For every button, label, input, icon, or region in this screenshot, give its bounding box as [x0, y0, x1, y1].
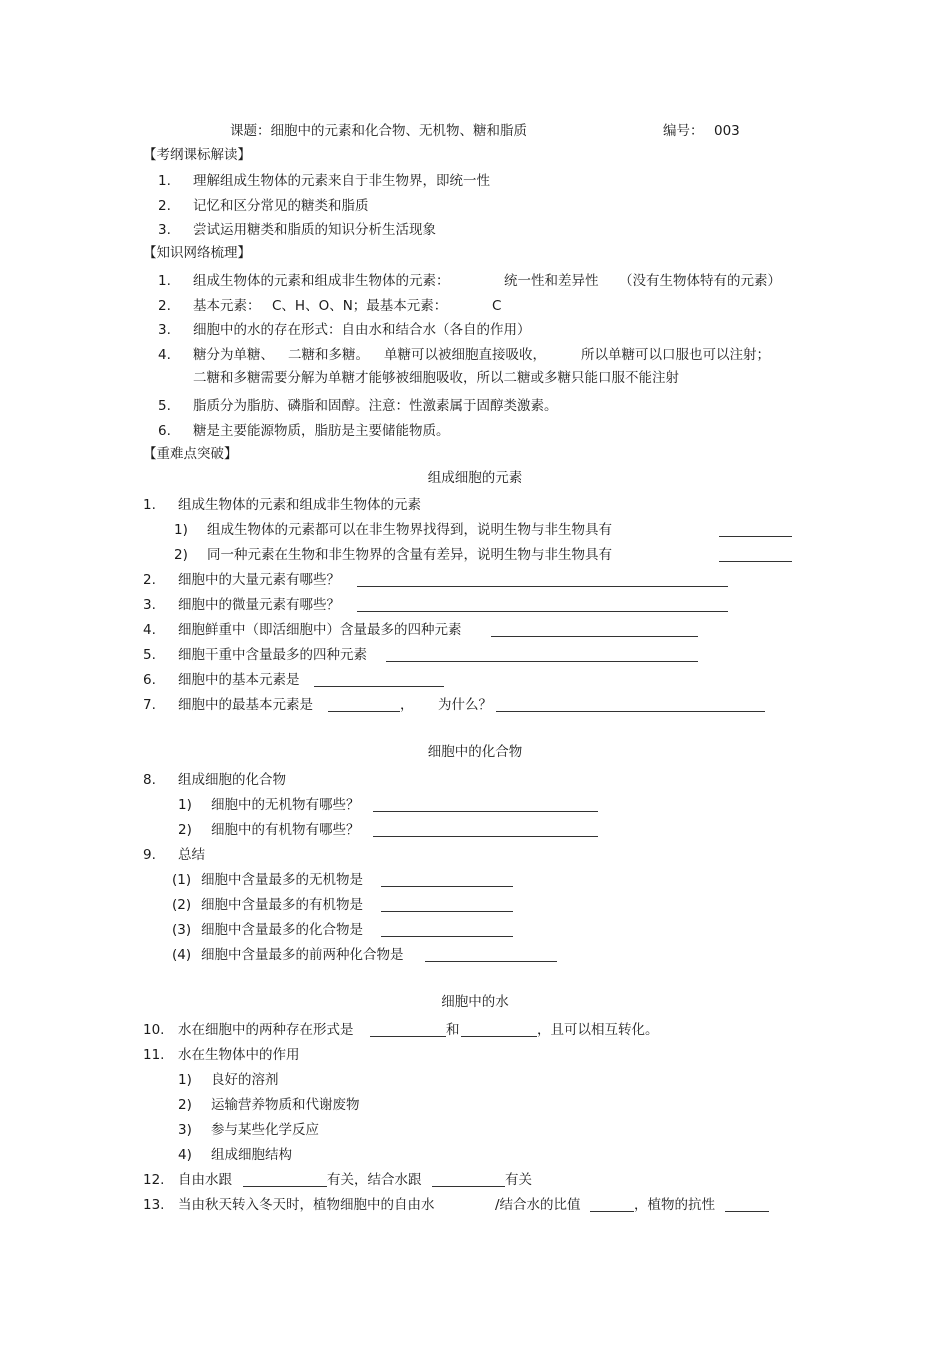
answer-blank[interactable] [357, 573, 728, 587]
question-text: 水在生物体中的作用 [178, 1047, 300, 1063]
question-text: 有关 [505, 1172, 532, 1188]
list-item: 糖分为单糖、 [193, 347, 274, 363]
answer-blank[interactable] [425, 948, 557, 962]
subquestion-number: 2) [178, 822, 192, 838]
section-title-syllabus: 【考纲课标解读】 [143, 147, 251, 163]
answer-blank[interactable] [314, 673, 444, 687]
question-text: 组成细胞的化合物 [178, 772, 286, 788]
answer-blank[interactable] [357, 598, 728, 612]
list-number: 2. [158, 298, 171, 314]
subquestion-number: (2) [172, 897, 192, 913]
answer-blank[interactable] [461, 1023, 537, 1037]
section-title-key-points: 【重难点突破】 [143, 446, 238, 462]
list-item: 组成生物体的元素和组成非生物体的元素： [193, 273, 450, 289]
subquestion-number: 1) [178, 797, 192, 813]
answer-blank[interactable] [373, 823, 598, 837]
answer-blank[interactable] [243, 1173, 327, 1187]
list-item: 记忆和区分常见的糖类和脂质 [193, 198, 369, 214]
question-number: 11. [143, 1047, 165, 1063]
answer-blank[interactable] [725, 1198, 769, 1212]
subheading-elements: 组成细胞的元素 [427, 470, 523, 486]
subquestion-text: 细胞中含量最多的无机物是 [201, 872, 363, 888]
answer-blank[interactable] [370, 1023, 446, 1037]
answer-blank[interactable] [496, 698, 765, 712]
question-text: 组成生物体的元素和组成非生物体的元素 [178, 497, 421, 513]
section-title-knowledge: 【知识网络梳理】 [143, 245, 251, 261]
subquestion-number: 2) [174, 547, 188, 563]
list-item: 脂质分为脂肪、磷脂和固醇。注意：性激素属于固醇类激素。 [193, 398, 558, 414]
answer-blank[interactable] [719, 523, 792, 537]
answer-blank[interactable] [719, 548, 792, 562]
question-text: 细胞中的大量元素有哪些？ [178, 572, 340, 588]
list-number: 5. [158, 398, 171, 414]
list-item: （没有生物体特有的元素） [619, 273, 781, 289]
question-text: ，植物的抗性 [634, 1197, 715, 1213]
subquestion-text: 细胞中含量最多的有机物是 [201, 897, 363, 913]
answer-blank[interactable] [590, 1198, 634, 1212]
list-item: 所以单糖可以口服也可以注射； [581, 347, 770, 363]
list-item: C [492, 298, 502, 314]
question-text: 自由水跟 [178, 1172, 232, 1188]
list-number: 6. [158, 423, 171, 439]
subquestion-number: 3) [178, 1122, 192, 1138]
question-number: 2. [143, 572, 156, 588]
subquestion-text: 良好的溶剂 [211, 1072, 279, 1088]
question-text: 有关，结合水跟 [327, 1172, 422, 1188]
question-text: 为什么？ [438, 697, 492, 713]
question-text: 细胞中的微量元素有哪些？ [178, 597, 340, 613]
answer-blank[interactable] [381, 898, 513, 912]
question-number: 5. [143, 647, 156, 663]
subquestion-number: (1) [172, 872, 192, 888]
answer-blank[interactable] [432, 1173, 505, 1187]
question-text: /结合水的比值 [495, 1197, 581, 1213]
answer-blank[interactable] [328, 698, 400, 712]
list-number: 2. [158, 198, 171, 214]
question-number: 9. [143, 847, 156, 863]
question-text: 水在细胞中的两种存在形式是 [178, 1022, 354, 1038]
subquestion-text: 运输营养物质和代谢废物 [211, 1097, 360, 1113]
question-text: ，且可以相互转化。 [537, 1022, 659, 1038]
list-number: 4. [158, 347, 171, 363]
subquestion-number: 4) [178, 1147, 192, 1163]
list-item: 理解组成生物体的元素来自于非生物界，即统一性 [193, 173, 490, 189]
subquestion-text: 细胞中的有机物有哪些？ [211, 822, 360, 838]
lesson-topic: 课题：细胞中的元素和化合物、无机物、糖和脂质 [230, 123, 527, 139]
subquestion-number: (3) [172, 922, 192, 938]
subheading-compounds: 细胞中的化合物 [427, 744, 523, 760]
question-number: 7. [143, 697, 156, 713]
list-number: 3. [158, 322, 171, 338]
question-text: 总结 [178, 847, 205, 863]
question-text: 细胞干重中含量最多的四种元素 [178, 647, 367, 663]
subquestion-number: 1) [174, 522, 188, 538]
subquestion-text: 同一种元素在生物和非生物界的含量有差异，说明生物与非生物具有 [207, 547, 612, 563]
subquestion-text: 组成细胞结构 [211, 1147, 292, 1163]
list-item: 二糖和多糖。 [288, 347, 369, 363]
list-item: 基本元素： [193, 298, 261, 314]
answer-blank[interactable] [381, 873, 513, 887]
question-number: 8. [143, 772, 156, 788]
subquestion-text: 参与某些化学反应 [211, 1122, 319, 1138]
question-text: 细胞鲜重中（即活细胞中）含量最多的四种元素 [178, 622, 462, 638]
subquestion-text: 组成生物体的元素都可以在非生物界找得到，说明生物与非生物具有 [207, 522, 612, 538]
question-number: 10. [143, 1022, 165, 1038]
question-number: 3. [143, 597, 156, 613]
question-text: ， [400, 697, 414, 713]
question-number: 12. [143, 1172, 165, 1188]
list-number: 1. [158, 173, 171, 189]
question-number: 6. [143, 672, 156, 688]
question-number: 13. [143, 1197, 165, 1213]
list-item: 单糖可以被细胞直接吸收， [384, 347, 546, 363]
number-label: 编号： [663, 123, 704, 139]
list-number: 3. [158, 222, 171, 238]
list-item: 糖是主要能源物质，脂肪是主要储能物质。 [193, 423, 450, 439]
subquestion-text: 细胞中含量最多的前两种化合物是 [201, 947, 404, 963]
question-text: 细胞中的最基本元素是 [178, 697, 313, 713]
question-text: 细胞中的基本元素是 [178, 672, 300, 688]
subquestion-number: 1) [178, 1072, 192, 1088]
question-text: 当由秋天转入冬天时，植物细胞中的自由水 [178, 1197, 435, 1213]
question-number: 1. [143, 497, 156, 513]
answer-blank[interactable] [491, 623, 698, 637]
list-item: 二糖和多糖需要分解为单糖才能够被细胞吸收，所以二糖或多糖只能口服不能注射 [193, 370, 679, 386]
subquestion-text: 细胞中的无机物有哪些？ [211, 797, 360, 813]
answer-blank[interactable] [381, 923, 513, 937]
list-item: 细胞中的水的存在形式：自由水和结合水（各自的作用） [193, 322, 531, 338]
question-text: 和 [446, 1022, 460, 1038]
answer-blank[interactable] [386, 648, 698, 662]
question-number: 4. [143, 622, 156, 638]
number-value: 003 [714, 123, 740, 139]
subquestion-text: 细胞中含量最多的化合物是 [201, 922, 363, 938]
subquestion-number: 2) [178, 1097, 192, 1113]
list-item: 尝试运用糖类和脂质的知识分析生活现象 [193, 222, 436, 238]
list-item: C、H、O、N；最基本元素： [272, 298, 448, 314]
list-item: 统一性和差异性 [504, 273, 599, 289]
list-number: 1. [158, 273, 171, 289]
answer-blank[interactable] [373, 798, 598, 812]
subheading-water: 细胞中的水 [441, 994, 509, 1010]
subquestion-number: (4) [172, 947, 192, 963]
